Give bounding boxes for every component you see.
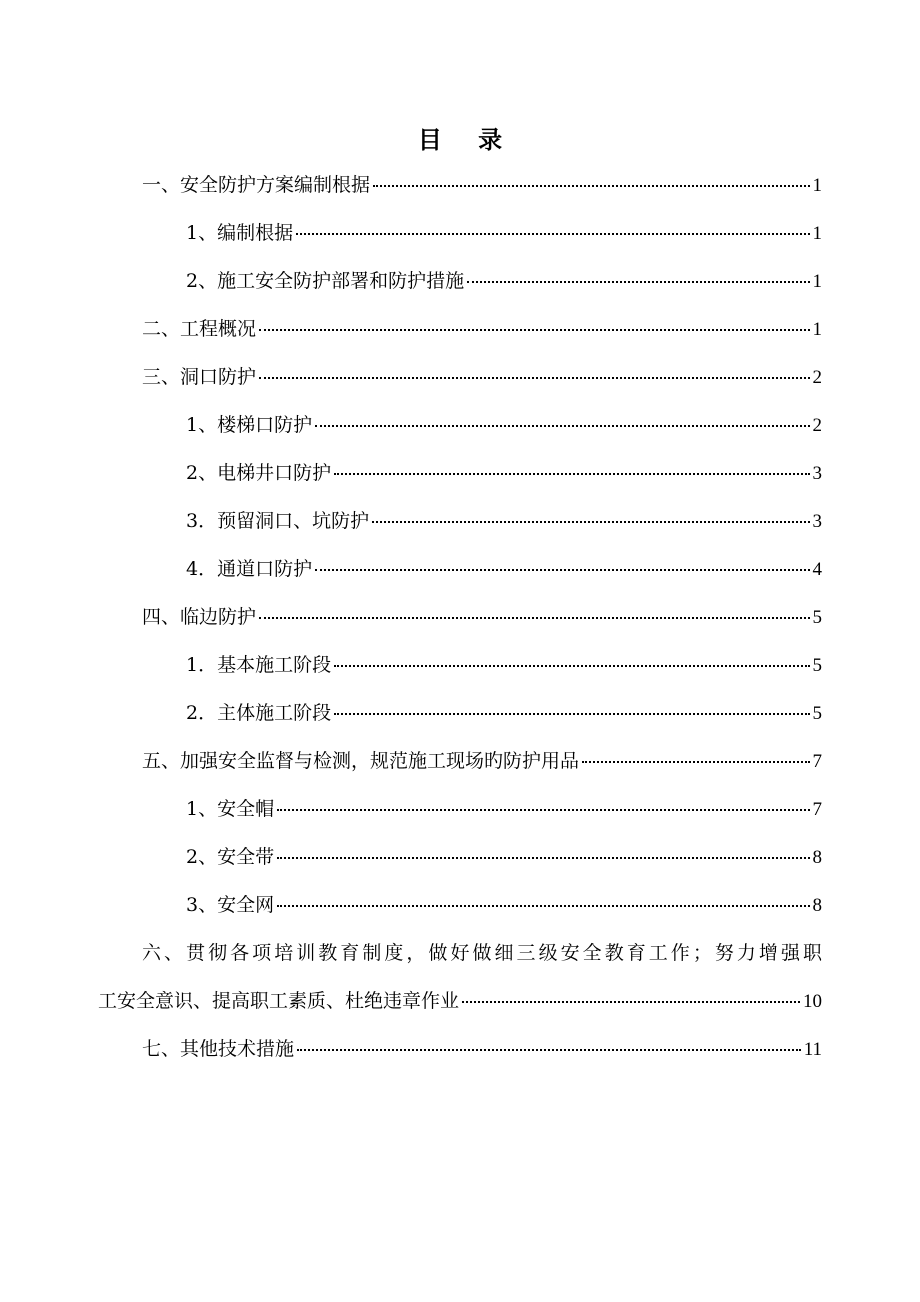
toc-entry-label-line1: 六、贯彻各项培训教育制度，做好做细三级安全教育工作；努力增强职 [142, 942, 822, 964]
toc-entry[interactable] [0, 696, 920, 730]
toc-entry[interactable] [0, 888, 920, 922]
toc-entry-page: 1 [812, 271, 822, 292]
dot-leader [467, 281, 809, 283]
toc-entry-label: 4．通道口防护 [186, 558, 313, 580]
dot-leader [334, 713, 809, 715]
toc-entry-page: 11 [803, 1039, 822, 1060]
dot-leader [334, 665, 809, 667]
dot-leader [259, 377, 809, 379]
toc-entry-label: 2、电梯井口防护 [186, 462, 332, 484]
toc-entry[interactable] [0, 264, 920, 298]
toc-entry-page: 5 [812, 703, 822, 724]
dot-leader [277, 857, 809, 859]
dot-leader [259, 329, 809, 331]
toc-entry[interactable] [0, 216, 920, 250]
toc-entry-page: 4 [812, 559, 822, 580]
dot-leader [582, 761, 809, 763]
toc-entry[interactable] [0, 312, 920, 346]
toc-entry-page: 10 [803, 991, 822, 1012]
toc-entry[interactable] [0, 408, 920, 442]
dot-leader [296, 233, 809, 235]
toc-entry-label: 二、工程概况 [142, 318, 257, 340]
toc-entry-page: 1 [812, 319, 822, 340]
toc-entry-page: 7 [812, 751, 822, 772]
toc-entry[interactable] [0, 504, 920, 538]
toc-entry-page: 5 [812, 655, 822, 676]
toc-entry-label: 七、其他技术措施 [142, 1038, 295, 1060]
toc-entry[interactable] [0, 360, 920, 394]
toc-entry-label: 1、安全帽 [186, 798, 275, 820]
toc-entry-page: 2 [812, 415, 822, 436]
dot-leader [315, 569, 809, 571]
toc-entry[interactable] [0, 600, 920, 634]
toc-entry-label: 1、楼梯口防护 [186, 414, 313, 436]
dot-leader [277, 809, 809, 811]
dot-leader [373, 185, 809, 187]
toc-entry-page: 1 [812, 175, 822, 196]
toc-entry[interactable] [0, 792, 920, 826]
toc-entry-page: 7 [812, 799, 822, 820]
toc-entry[interactable] [0, 840, 920, 874]
toc-entry-page: 3 [812, 511, 822, 532]
dot-leader [277, 905, 809, 907]
toc-entry[interactable] [0, 168, 920, 202]
toc-entry-label: 五、加强安全监督与检测，规范施工现场旳防护用品 [142, 750, 580, 772]
toc-entry-label: 四、临边防护 [142, 606, 257, 628]
toc-entry-label-line2: 工安全意识、提高职工素质、杜绝违章作业 [98, 990, 460, 1012]
dot-leader [334, 473, 809, 475]
toc-entry-label: 1．基本施工阶段 [186, 654, 332, 676]
toc-entry-label: 3．预留洞口、坑防护 [186, 510, 370, 532]
dot-leader [297, 1049, 801, 1051]
toc-entry-label: 3、安全网 [186, 894, 275, 916]
toc-entry-page: 5 [812, 607, 822, 628]
toc-entry-page: 8 [812, 895, 822, 916]
toc-entry[interactable] [0, 552, 920, 586]
toc-entry-multiline[interactable] [0, 936, 920, 1018]
toc-entry-label: 2．主体施工阶段 [186, 702, 332, 724]
dot-leader [462, 1001, 800, 1003]
toc-entry[interactable] [0, 456, 920, 490]
toc-entry[interactable] [0, 1032, 920, 1066]
toc-entry[interactable] [0, 744, 920, 778]
dot-leader [315, 425, 809, 427]
toc-entry-page: 2 [812, 367, 822, 388]
toc-entry-label: 2、施工安全防护部署和防护措施 [186, 270, 465, 292]
toc-entry[interactable] [0, 648, 920, 682]
toc-entry-page: 3 [812, 463, 822, 484]
toc-entry-label: 2、安全带 [186, 846, 275, 868]
dot-leader [372, 521, 809, 523]
toc-entry-label: 一、安全防护方案编制根据 [142, 174, 371, 196]
toc-entry-label: 1、编制根据 [186, 222, 294, 244]
toc-entry-label: 三、洞口防护 [142, 366, 257, 388]
dot-leader [259, 617, 809, 619]
toc-entry-page: 1 [812, 223, 822, 244]
toc-title: 目 录 [417, 125, 517, 154]
toc-entry-page: 8 [812, 847, 822, 868]
